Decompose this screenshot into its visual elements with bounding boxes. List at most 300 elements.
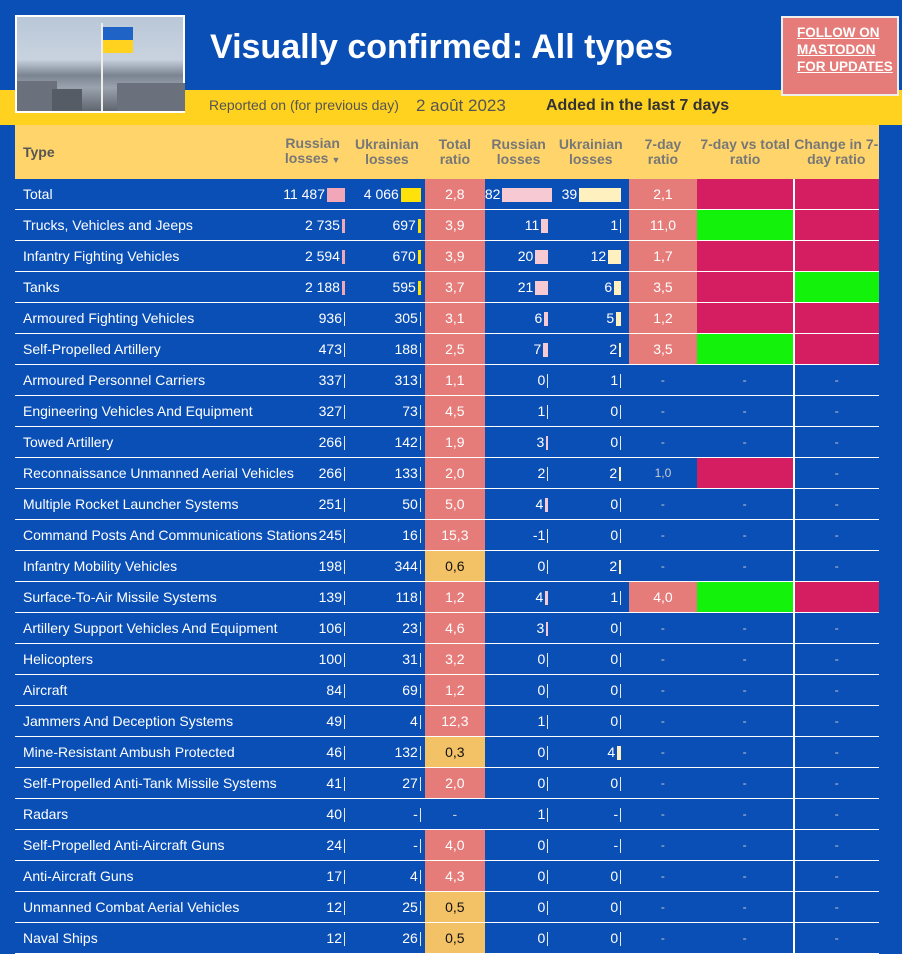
- cell-ua7-losses: [552, 334, 629, 365]
- table-row: [15, 334, 879, 365]
- bar-ua7: [620, 529, 621, 543]
- value-ua7: 0: [610, 681, 619, 698]
- cell-type: Self-Propelled Artillery: [15, 334, 276, 365]
- value-ua7: 0: [610, 774, 619, 791]
- cell-ua7-losses: [552, 582, 629, 613]
- cell-ru-losses: [276, 706, 349, 737]
- cell-7day-vs-total: -: [697, 706, 794, 737]
- bar-ru: [344, 684, 345, 698]
- bar-ru: [344, 839, 345, 853]
- cell-change-7day: [794, 334, 879, 365]
- table-row: [15, 861, 879, 892]
- table-row: [15, 396, 879, 427]
- cell-ua7-losses: [552, 861, 629, 892]
- table-row: [15, 303, 879, 334]
- col-header-7day-vs-total[interactable]: 7-day vs total ratio: [697, 125, 794, 179]
- value-ru7: 6: [534, 309, 543, 326]
- bar-ua7: [608, 250, 621, 264]
- bar-ua: [420, 777, 421, 791]
- table-row: [15, 892, 879, 923]
- value-ru: 198: [318, 557, 342, 574]
- cell-change-7day: -: [794, 427, 879, 458]
- cell-ru-losses: [276, 613, 349, 644]
- cell-total-ratio: 0,6: [425, 551, 485, 582]
- cell-7day-ratio: -: [629, 830, 696, 861]
- cell-ru7-losses: [485, 520, 552, 551]
- table-row: [15, 489, 879, 520]
- table-row: [15, 923, 879, 954]
- col-header-7day-ratio[interactable]: 7-day ratio: [629, 125, 696, 179]
- cell-7day-vs-total: [697, 210, 794, 241]
- cell-change-7day: -: [794, 923, 879, 954]
- cell-type: Helicopters: [15, 644, 276, 675]
- cell-7day-vs-total: -: [697, 830, 794, 861]
- bar-ua7: [620, 374, 621, 388]
- cell-type: Self-Propelled Anti-Aircraft Guns: [15, 830, 276, 861]
- bar-ru: [344, 312, 345, 326]
- bar-ua7: [620, 715, 621, 729]
- bar-ua7: [620, 870, 621, 884]
- cell-ru-losses: [276, 365, 349, 396]
- cell-type: Unmanned Combat Aerial Vehicles: [15, 892, 276, 923]
- cell-total-ratio: -: [425, 799, 485, 830]
- mastodon-link[interactable]: FOLLOW ON MASTODON FOR UPDATES: [781, 16, 899, 96]
- bar-ru: [344, 870, 345, 884]
- bar-ru7: [545, 591, 548, 605]
- value-ua7: 0: [610, 433, 619, 450]
- value-ua: 23: [402, 619, 418, 636]
- cell-7day-vs-total: -: [697, 923, 794, 954]
- col-header-russian-losses[interactable]: Russian losses ▼: [276, 125, 349, 179]
- value-ru: 139: [318, 588, 342, 605]
- cell-ua-losses: [349, 923, 425, 954]
- cell-ua7-losses: [552, 675, 629, 706]
- value-ru7: 0: [537, 774, 546, 791]
- value-ru: 2 188: [304, 278, 340, 295]
- cell-ua7-losses: [552, 551, 629, 582]
- cell-ru-losses: [276, 303, 349, 334]
- bar-ru7: [546, 436, 548, 450]
- table-row: [15, 241, 879, 272]
- bar-ru7: [547, 808, 548, 822]
- cell-ua7-losses: [552, 303, 629, 334]
- bar-ua7: [620, 653, 621, 667]
- cell-7day-ratio: -: [629, 675, 696, 706]
- cell-ua7-losses: [552, 737, 629, 768]
- cell-type: Anti-Aircraft Guns: [15, 861, 276, 892]
- cell-type: Trucks, Vehicles and Jeeps: [15, 210, 276, 241]
- value-ua7: 0: [610, 526, 619, 543]
- value-ru7: 0: [537, 898, 546, 915]
- cell-ua7-losses: [552, 892, 629, 923]
- bar-ru7: [547, 932, 548, 946]
- value-ru: 266: [318, 433, 342, 450]
- cell-ua-losses: [349, 427, 425, 458]
- cell-7day-ratio: 1,7: [629, 241, 696, 272]
- value-ua7: 0: [610, 712, 619, 729]
- bar-ru: [327, 188, 345, 202]
- cell-ua-losses: [349, 210, 425, 241]
- value-ru: 251: [318, 495, 342, 512]
- cell-ua-losses: [349, 706, 425, 737]
- value-ru7: -1: [532, 526, 546, 543]
- value-ua7: 1: [610, 588, 619, 605]
- cell-ru7-losses: [485, 799, 552, 830]
- cell-7day-ratio: 3,5: [629, 334, 696, 365]
- cell-total-ratio: 1,2: [425, 675, 485, 706]
- cell-change-7day: [794, 582, 879, 613]
- value-ua7: 39: [561, 185, 578, 202]
- bar-ru7: [502, 188, 552, 202]
- cell-ru7-losses: [485, 892, 552, 923]
- bar-ua: [420, 498, 421, 512]
- bar-ru7: [547, 374, 548, 388]
- cell-7day-vs-total: -: [697, 427, 794, 458]
- cell-type: Engineering Vehicles And Equipment: [15, 396, 276, 427]
- value-ua: 670: [392, 247, 416, 264]
- cell-7day-vs-total: [697, 241, 794, 272]
- table-row: [15, 272, 879, 303]
- cell-change-7day: -: [794, 706, 879, 737]
- value-ru: 24: [326, 836, 342, 853]
- cell-type: Total: [15, 179, 276, 210]
- bar-ru: [344, 560, 345, 574]
- cell-7day-vs-total: [697, 458, 794, 489]
- cell-7day-vs-total: [697, 179, 794, 210]
- cell-7day-ratio: -: [629, 365, 696, 396]
- bar-ru7: [546, 622, 548, 636]
- cell-type: Mine-Resistant Ambush Protected: [15, 737, 276, 768]
- cell-type: Command Posts And Communications Stations: [15, 520, 276, 551]
- cell-7day-ratio: -: [629, 551, 696, 582]
- bar-ru7: [547, 715, 548, 729]
- value-ru7: 0: [537, 681, 546, 698]
- table-row: [15, 644, 879, 675]
- bar-ua7: [616, 312, 621, 326]
- cell-7day-vs-total: -: [697, 768, 794, 799]
- cell-ua7-losses: [552, 365, 629, 396]
- cell-ru7-losses: [485, 396, 552, 427]
- cell-change-7day: -: [794, 458, 879, 489]
- bar-ua: [420, 901, 421, 915]
- cell-ua-losses: [349, 582, 425, 613]
- value-ua: 26: [402, 929, 418, 946]
- cell-change-7day: [794, 210, 879, 241]
- value-ru7: 0: [537, 929, 546, 946]
- cell-7day-ratio: -: [629, 613, 696, 644]
- value-ru7: 2: [537, 464, 546, 481]
- value-ru7: 20: [517, 247, 534, 264]
- cell-change-7day: -: [794, 644, 879, 675]
- value-ru: 49: [326, 712, 342, 729]
- bar-ru: [344, 622, 345, 636]
- value-ru7: 4: [535, 495, 544, 512]
- cell-total-ratio: 4,6: [425, 613, 485, 644]
- cell-ua7-losses: [552, 830, 629, 861]
- cell-7day-ratio: -: [629, 892, 696, 923]
- cell-7day-ratio: -: [629, 737, 696, 768]
- cell-type: Reconnaissance Unmanned Aerial Vehicles: [15, 458, 276, 489]
- bar-ua: [420, 560, 421, 574]
- bar-ru7: [535, 250, 548, 264]
- value-ua: 344: [394, 557, 418, 574]
- cell-ru7-losses: [485, 210, 552, 241]
- bar-ru7: [547, 467, 548, 481]
- value-ua: 133: [394, 464, 418, 481]
- cell-7day-ratio: 1,2: [629, 303, 696, 334]
- bar-ua: [418, 219, 421, 233]
- value-ua: 73: [402, 402, 418, 419]
- bar-ua: [420, 808, 421, 822]
- bar-ua: [418, 250, 421, 264]
- bar-ru: [344, 467, 345, 481]
- cell-ru-losses: [276, 892, 349, 923]
- cell-ru-losses: [276, 179, 349, 210]
- value-ru: 41: [326, 774, 342, 791]
- cell-change-7day: [794, 241, 879, 272]
- cell-total-ratio: 3,9: [425, 210, 485, 241]
- value-ru7: 11: [524, 216, 540, 233]
- cell-ua7-losses: [552, 427, 629, 458]
- bar-ru7: [547, 777, 548, 791]
- cell-change-7day: -: [794, 489, 879, 520]
- cell-ru7-losses: [485, 427, 552, 458]
- value-ua7: 0: [610, 619, 619, 636]
- value-ru: 327: [318, 402, 342, 419]
- value-ua: 50: [402, 495, 418, 512]
- cell-total-ratio: 1,2: [425, 582, 485, 613]
- value-ru: 12: [326, 898, 342, 915]
- cell-total-ratio: 3,2: [425, 644, 485, 675]
- cell-ru7-losses: [485, 644, 552, 675]
- cell-total-ratio: 3,9: [425, 241, 485, 272]
- cell-total-ratio: 2,5: [425, 334, 485, 365]
- cell-ru7-losses: [485, 737, 552, 768]
- table-row: [15, 675, 879, 706]
- value-ua7: 2: [609, 340, 618, 357]
- col-header-change-7day[interactable]: Change in 7-day ratio: [794, 125, 879, 179]
- cell-ru-losses: [276, 241, 349, 272]
- cell-total-ratio: 0,3: [425, 737, 485, 768]
- bar-ru7: [544, 312, 548, 326]
- cell-ru7-losses: [485, 334, 552, 365]
- cell-ru-losses: [276, 675, 349, 706]
- report-date: 2 août 2023: [416, 96, 506, 115]
- ukraine-flag-icon: [103, 27, 133, 53]
- cell-type: Tanks: [15, 272, 276, 303]
- cell-ru-losses: [276, 861, 349, 892]
- value-ua: 305: [394, 309, 418, 326]
- cell-type: Towed Artillery: [15, 427, 276, 458]
- cell-7day-vs-total: -: [697, 644, 794, 675]
- bar-ru: [344, 591, 345, 605]
- cell-ua-losses: [349, 892, 425, 923]
- col-header-total-ratio[interactable]: Total ratio: [425, 125, 485, 179]
- bar-ru: [344, 436, 345, 450]
- cell-ua7-losses: [552, 923, 629, 954]
- cell-7day-vs-total: -: [697, 365, 794, 396]
- bar-ru: [344, 343, 345, 357]
- cell-change-7day: -: [794, 520, 879, 551]
- page-title: Visually confirmed: All types: [210, 28, 673, 66]
- bar-ru7: [545, 498, 548, 512]
- cell-total-ratio: 2,0: [425, 458, 485, 489]
- cell-ru7-losses: [485, 489, 552, 520]
- cell-ua-losses: [349, 334, 425, 365]
- value-ua: 25: [402, 898, 418, 915]
- cell-7day-vs-total: -: [697, 489, 794, 520]
- cell-7day-vs-total: -: [697, 675, 794, 706]
- kyiv-flag-photo: [15, 15, 185, 113]
- cell-7day-ratio: -: [629, 396, 696, 427]
- value-ua7: 2: [609, 464, 618, 481]
- bar-ru: [344, 498, 345, 512]
- cell-7day-ratio: -: [629, 427, 696, 458]
- value-ru7: 7: [533, 340, 542, 357]
- cell-type: Infantry Mobility Vehicles: [15, 551, 276, 582]
- cell-total-ratio: 3,7: [425, 272, 485, 303]
- table-row: [15, 799, 879, 830]
- value-ru: 245: [318, 526, 342, 543]
- col-header-russian-losses-7d[interactable]: Russian losses: [485, 125, 552, 179]
- col-header-type[interactable]: Type: [15, 125, 276, 179]
- cell-total-ratio: 1,1: [425, 365, 485, 396]
- col-header-ukrainian-losses[interactable]: Ukrainian losses: [349, 125, 425, 179]
- cell-total-ratio: 0,5: [425, 923, 485, 954]
- value-ru: 11 487: [283, 185, 325, 202]
- bar-ru: [342, 219, 345, 233]
- cell-type: Aircraft: [15, 675, 276, 706]
- bar-ru7: [547, 653, 548, 667]
- cell-ua-losses: [349, 520, 425, 551]
- table-row: [15, 582, 879, 613]
- value-ua7: 0: [610, 495, 619, 512]
- cell-ua-losses: [349, 396, 425, 427]
- cell-ru-losses: [276, 272, 349, 303]
- cell-ua-losses: [349, 179, 425, 210]
- header: [0, 0, 902, 125]
- bar-ru: [344, 529, 345, 543]
- cell-ru7-losses: [485, 179, 552, 210]
- cell-7day-ratio: 11,0: [629, 210, 696, 241]
- cell-ua-losses: [349, 861, 425, 892]
- value-ua: 4: [410, 867, 418, 884]
- value-ru7: 0: [537, 371, 546, 388]
- bar-ua: [420, 405, 421, 419]
- value-ru7: 1: [537, 805, 546, 822]
- bar-ua: [420, 312, 421, 326]
- cell-change-7day: -: [794, 892, 879, 923]
- value-ru: 473: [318, 340, 342, 357]
- value-ua7: 0: [610, 929, 619, 946]
- cell-type: Armoured Personnel Carriers: [15, 365, 276, 396]
- cell-change-7day: -: [794, 675, 879, 706]
- cell-ua-losses: [349, 737, 425, 768]
- bar-ru: [344, 901, 345, 915]
- cell-7day-vs-total: -: [697, 799, 794, 830]
- value-ru: 106: [318, 619, 342, 636]
- cell-ua7-losses: [552, 210, 629, 241]
- value-ru: 12: [326, 929, 342, 946]
- value-ru7: 0: [537, 557, 546, 574]
- value-ua: -: [413, 805, 418, 822]
- bar-ru: [342, 281, 345, 295]
- cell-ru7-losses: [485, 768, 552, 799]
- value-ua: 188: [394, 340, 418, 357]
- bar-ru: [344, 746, 345, 760]
- table-row: [15, 427, 879, 458]
- cell-ru7-losses: [485, 303, 552, 334]
- cell-7day-ratio: 4,0: [629, 582, 696, 613]
- cell-ru-losses: [276, 334, 349, 365]
- bar-ua7: [620, 622, 621, 636]
- value-ua: 697: [392, 216, 416, 233]
- cell-ru7-losses: [485, 551, 552, 582]
- value-ua: 31: [402, 650, 418, 667]
- cell-ru-losses: [276, 427, 349, 458]
- bar-ru7: [547, 839, 548, 853]
- value-ru7: 82: [484, 185, 501, 202]
- cell-total-ratio: 4,3: [425, 861, 485, 892]
- table-row-total: [15, 179, 879, 210]
- cell-ua7-losses: [552, 799, 629, 830]
- cell-ua7-losses: [552, 613, 629, 644]
- value-ua7: 0: [610, 650, 619, 667]
- cell-change-7day: -: [794, 768, 879, 799]
- bar-ua: [420, 839, 421, 853]
- table-row: [15, 830, 879, 861]
- losses-table: [15, 125, 879, 954]
- cell-7day-ratio: 2,1: [629, 179, 696, 210]
- bar-ua7: [619, 560, 621, 574]
- value-ua7: 0: [610, 898, 619, 915]
- cell-type: Multiple Rocket Launcher Systems: [15, 489, 276, 520]
- value-ua7: 1: [610, 216, 619, 233]
- cell-ua-losses: [349, 458, 425, 489]
- cell-ua-losses: [349, 489, 425, 520]
- cell-total-ratio: 1,9: [425, 427, 485, 458]
- value-ru7: 0: [537, 650, 546, 667]
- cell-ua-losses: [349, 799, 425, 830]
- cell-type: Jammers And Deception Systems: [15, 706, 276, 737]
- cell-change-7day: -: [794, 613, 879, 644]
- bar-ua: [420, 529, 421, 543]
- cell-total-ratio: 2,8: [425, 179, 485, 210]
- cell-change-7day: -: [794, 365, 879, 396]
- value-ua: 118: [395, 588, 418, 605]
- bar-ru: [344, 653, 345, 667]
- cell-total-ratio: 0,5: [425, 892, 485, 923]
- col-header-ukrainian-losses-7d[interactable]: Ukrainian losses: [552, 125, 629, 179]
- cell-7day-ratio: -: [629, 520, 696, 551]
- cell-type: Radars: [15, 799, 276, 830]
- cell-7day-vs-total: [697, 272, 794, 303]
- cell-7day-vs-total: -: [697, 892, 794, 923]
- cell-ua7-losses: [552, 458, 629, 489]
- bar-ua7: [620, 839, 621, 853]
- cell-change-7day: [794, 303, 879, 334]
- bar-ua7: [619, 343, 621, 357]
- value-ru: 46: [326, 743, 342, 760]
- bar-ua: [420, 467, 421, 481]
- bar-ua7: [619, 467, 621, 481]
- cell-ru7-losses: [485, 241, 552, 272]
- cell-ua7-losses: [552, 644, 629, 675]
- bar-ua: [420, 343, 421, 357]
- value-ua7: 0: [610, 402, 619, 419]
- cell-ru-losses: [276, 396, 349, 427]
- value-ru: 266: [318, 464, 342, 481]
